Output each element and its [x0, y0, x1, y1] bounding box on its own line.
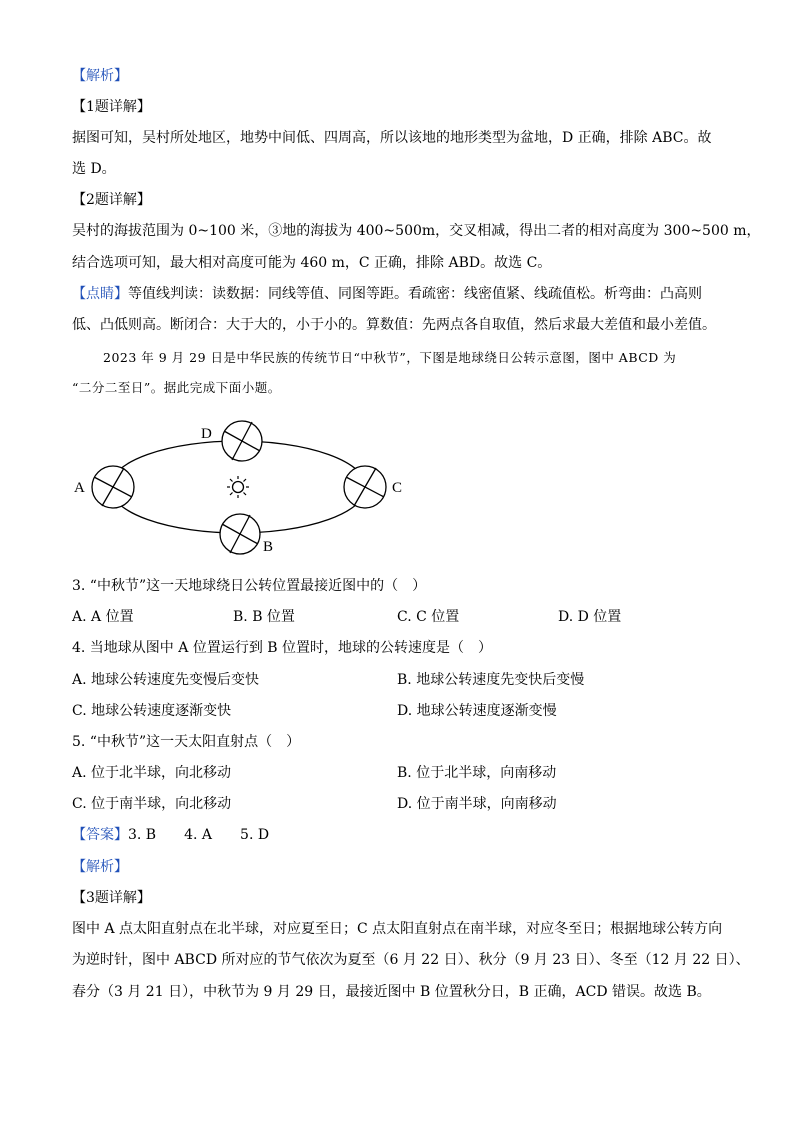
sun-icon	[227, 476, 249, 498]
q3-option-b: B. B 位置	[233, 609, 295, 625]
q3-option-c: C. C 位置	[397, 609, 460, 625]
label-b: B	[263, 539, 274, 555]
tips-text-1: 等值线判读：读数据：同线等值、同图等距。看疏密：线密值紧、线疏值松。析弯曲：凸高则	[128, 286, 702, 302]
q2-detail-line-2: 结合选项可知，最大相对高度可能为 460 m，C 正确，排除 ABD。故选 C。	[72, 255, 552, 271]
answer-3: 3. B	[128, 827, 157, 843]
q3-detail-line-1: 图中 A 点太阳直射点在北半球，对应夏至日；C 点太阳直射点在南半球，对应冬至日；根据地球公转方向	[72, 921, 723, 937]
q3-detail-heading: 【3题详解】	[72, 890, 151, 906]
q3-option-a: A. A 位置	[72, 609, 134, 625]
intro-line-2: “二分二至日”。据此完成下面小题。	[72, 380, 281, 395]
earth-position-c	[344, 466, 386, 508]
q5-stem: 5. “中秋节”这一天太阳直射点（ ）	[72, 734, 301, 750]
earth-position-a	[92, 466, 134, 508]
analysis-heading-2: 【解析】	[72, 859, 128, 875]
earth-position-b	[220, 514, 260, 554]
q2-detail-heading: 【2题详解】	[72, 192, 151, 208]
label-a: A	[74, 480, 85, 496]
q3-option-d: D. D 位置	[558, 609, 622, 625]
answer-4: 4. A	[184, 827, 213, 843]
answer-line	[72, 825, 269, 845]
q4-stem: 4. 当地球从图中 A 位置运行到 B 位置时，地球的公转速度是（ ）	[72, 640, 493, 656]
q4-option-d: D. 地球公转速度逐渐变慢	[397, 703, 557, 719]
q5-option-d: D. 位于南半球，向南移动	[397, 796, 557, 812]
q4-option-a: A. 地球公转速度先变慢后变快	[72, 672, 260, 688]
q4-option-b: B. 地球公转速度先变快后变慢	[397, 672, 585, 688]
q3-detail-line-2: 为逆时针，图中 ABCD 所对应的节气依次为夏至（6 月 22 日）、秋分（9 月 23 日）、冬至（12 月 22 日）、	[72, 952, 750, 968]
label-d: D	[201, 426, 212, 442]
tips-line-2: 低、凸低则高。断闭合：大于大的，小于小的。算数值：先两点各自取值，然后求最大差值和最小差值。	[72, 317, 716, 333]
label-c: C	[392, 480, 403, 496]
q5-option-a: A. 位于北半球，向北移动	[72, 765, 232, 781]
answer-heading: 【答案】	[72, 827, 128, 843]
q1-detail-line-1: 据图可知，吴村所处地区，地势中间低、四周高，所以该地的地形类型为盆地，D 正确，排除 ABC。故	[72, 130, 712, 146]
q1-detail-heading: 【1题详解】	[72, 99, 151, 115]
q3-stem: 3. “中秋节”这一天地球绕日公转位置最接近图中的（ ）	[72, 578, 427, 594]
orbit-diagram	[68, 410, 418, 570]
q1-detail-line-2: 选 D。	[72, 161, 116, 177]
intro-line-1: 2023 年 9 月 29 日是中华民族的传统节日“中秋节”，下图是地球绕日公转示意图，图中 ABCD 为	[103, 350, 677, 365]
q5-option-b: B. 位于北半球，向南移动	[397, 765, 557, 781]
q3-detail-line-3: 春分（3 月 21 日），中秋节为 9 月 29 日，最接近图中 B 位置秋分日，B 正确，ACD 错误。故选 B。	[72, 984, 711, 1000]
analysis-heading: 【解析】	[72, 68, 128, 84]
tips-heading: 【点睛】	[72, 286, 128, 302]
earth-position-d	[222, 421, 262, 461]
tips-line-1	[72, 284, 702, 304]
q4-option-c: C. 地球公转速度逐渐变快	[72, 703, 232, 719]
answer-5: 5. D	[240, 827, 270, 843]
q5-option-c: C. 位于南半球，向北移动	[72, 796, 232, 812]
q2-detail-line-1: 吴村的海拔范围为 0~100 米，③地的海拔为 400~500m，交叉相减，得出二者的相对高度为 300~500 m，	[72, 223, 761, 239]
